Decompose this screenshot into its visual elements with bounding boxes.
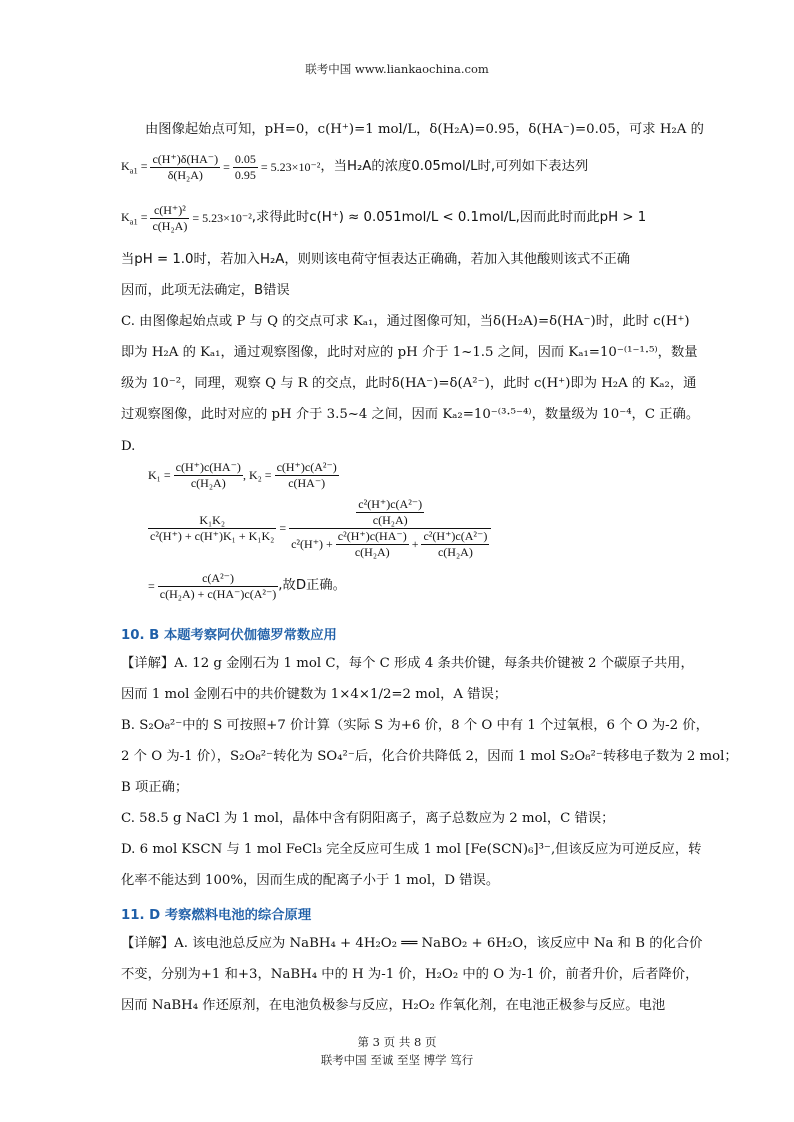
section-heading-q11: 11. D 考察燃料电池的综合原理	[121, 908, 312, 923]
paragraph-line: 级为 10⁻²，同理，观察 Q 与 R 的交点，此时δ(HA⁻)=δ(A²⁻)，此时 c(H⁺)即为 H₂A 的 Kₐ₂，通	[121, 376, 697, 391]
fraction: $\frac{0.05}{0.95}$	[234, 151, 256, 182]
paragraph-line: 当pH = 1.0时，若加入H₂A，则则该电荷守恒表达正确确，若加入其他酸则该式不正确	[121, 252, 631, 267]
page-number: 第 3 页 共 8 页	[357, 1035, 437, 1049]
paragraph-line: 化率不能达到 100%，因而生成的配离子小于 1 mol，D 错误。	[121, 873, 500, 888]
fraction: $\frac{\text{K₁K₂}}{\text{c²(H⁺) + c(H⁺)K₁ + K₁K₂}}$	[150, 512, 275, 543]
equation-final: = $\frac{\text{c(A²⁻)}}{\text{c(H₂A) + c(HA⁻)c(A²⁻)}}$ ,故D正确。	[148, 570, 346, 601]
paragraph-line: B 项正确；	[121, 780, 189, 795]
paragraph-line: 因而，此项无法确定，B错误	[121, 283, 290, 298]
paragraph-line: 【详解】A. 该电池总反应为 NaBH₄ + 4H₂O₂ ══ NaBO₂ + 6H₂O，该反应中 Na 和 B 的化合价	[121, 936, 703, 951]
equation-k1-k2: K₁ = $\frac{c(H^+)c(HA^-)}{\text{c(H₂A)}}$ , K₂ = $\frac{\text{c(H⁺)c(A²⁻)}}{c(HA^-)}$	[148, 459, 337, 490]
equation-ka1-approx: $K_{a1}$ = $\frac{\text{c(H⁺)²}}{\text{c(H₂A)}}$ = 5.23×10⁻² ,求得此时c(H⁺) ≈ 0.051mol/L < 0.1mol/L,因而此时而此pH > 1	[121, 202, 647, 233]
paragraph-line: 因而 1 mol 金刚石中的共价键数为 1×4×1/2=2 mol，A 错误；	[121, 687, 508, 702]
paragraph-line: 2 个 O 为-1 价），S₂O₈²⁻转化为 SO₄²⁻后，化合价共降低 2，因而 1 mol S₂O₈²⁻转移电子数为 2 mol；	[121, 749, 738, 764]
paragraph-line: C. 由图像起始点或 P 与 Q 的交点可求 Kₐ₁，通过图像可知，当δ(H₂A)=δ(HA⁻)时，此时 c(H⁺)	[121, 314, 690, 329]
paragraph-line: C. 58.5 g NaCl 为 1 mol，晶体中含有阴阳离子，离子总数应为 2 mol，C 错误；	[121, 811, 615, 826]
fraction: $\frac{\text{c(A²⁻)}}{\text{c(H₂A) + c(HA⁻)c(A²⁻)}}$	[159, 570, 277, 601]
page-header: 联考中国 www.liankaochina.com	[305, 62, 489, 76]
footer-motto: 联考中国 至诚 至坚 博学 笃行	[320, 1053, 474, 1067]
fraction: $\frac{c(H^+)\delta(HA^-)}{\text{δ(H₂A)}}$	[152, 151, 219, 182]
fraction: $\frac{\text{c²(H⁺)c(A²⁻)}}{\text{c(H₂A)}}$ c²(H⁺) + $\frac{\text{c²(H⁺)c(HA⁻)}}{\text{c(H₂A)}}$ + $\frac{\text{c²(H⁺)c(A²⁻)}}{\text{c(H₂A)}}$	[289, 497, 491, 560]
paragraph-line: D. 6 mol KSCN 与 1 mol FeCl₃ 完全反应可生成 1 mol [Fe(SCN)₆]³⁻,但该反应为可逆反应，转	[121, 842, 702, 857]
fraction: $\frac{\text{c(H⁺)²}}{\text{c(H₂A)}}$	[152, 202, 188, 233]
fraction: $\frac{\text{c²(H⁺)c(A²⁻)}}{\text{c(H₂A)}}$	[358, 496, 423, 527]
section-heading-q10: 10. B 本题考察阿伏伽德罗常数应用	[121, 628, 337, 643]
equation-ratio: $\frac{\text{K₁K₂}}{\text{c²(H⁺) + c(H⁺)K₁ + K₁K₂}}$ = $\frac{\text{c²(H⁺)c(A²⁻)}}{\text{c(H₂A)}}$ c²(H⁺) + $\frac{\text{c²(H⁺)c(HA⁻)}}{\text{c(H₂A)}}$ + $\frac{\text{c²(H⁺)c(A²⁻)}}{\text{c(H₂A)}}$	[148, 490, 491, 566]
eq-lhs: $K_{a1}$ =	[121, 158, 151, 176]
fraction: $\frac{\text{c(H⁺)c(A²⁻)}}{c(HA^-)}$	[276, 459, 337, 490]
paragraph-line: 即为 H₂A 的 Kₐ₁，通过观察图像，此时对应的 pH 介于 1~1.5 之间，因而 Kₐ₁=10⁻⁽¹⁻¹·⁵⁾，数量	[121, 345, 698, 360]
paragraph-line: 因而 NaBH₄ 作还原剂，在电池负极参与反应，H₂O₂ 作氧化剂，在电池正极参与反应。电池	[121, 998, 666, 1013]
paragraph-line: 过观察图像，此时对应的 pH 介于 3.5~4 之间，因而 Kₐ₂=10⁻⁽³·⁵⁻⁴⁾，数量级为 10⁻⁴，C 正确。	[121, 407, 700, 422]
paragraph-line: 由图像起始点可知，pH=0，c(H⁺)=1 mol/L，δ(H₂A)=0.95，δ(HA⁻)=0.05，可求 H₂A 的	[145, 122, 704, 137]
fraction: $\frac{c(H^+)c(HA^-)}{\text{c(H₂A)}}$	[175, 459, 241, 490]
fraction: $\frac{\text{c²(H⁺)c(HA⁻)}}{\text{c(H₂A)}}$	[337, 528, 407, 559]
paragraph-line: 不变，分别为+1 和+3，NaBH₄ 中的 H 为-1 价，H₂O₂ 中的 O 为-1 价，前者升价，后者降价，	[121, 967, 699, 982]
paragraph-line: 【详解】A. 12 g 金刚石为 1 mol C，每个 C 形成 4 条共价键，每条共价键被 2 个碳原子共用，	[121, 656, 694, 671]
fraction: $\frac{\text{c²(H⁺)c(A²⁻)}}{\text{c(H₂A)}}$	[423, 528, 488, 559]
option-label: D.	[121, 439, 136, 454]
paragraph-line: B. S₂O₈²⁻中的 S 可按照+7 价计算（实际 S 为+6 价，8 个 O 中有 1 个过氧根，6 个 O 为-2 价，	[121, 718, 709, 733]
equation-ka1: $K_{a1}$ = $\frac{c(H^+)\delta(HA^-)}{\text{δ(H₂A)}}$ = $\frac{0.05}{0.95}$ = 5.23×10⁻² ，当H₂A的浓度0.05mol/L时,可列如下表达列	[121, 151, 589, 182]
